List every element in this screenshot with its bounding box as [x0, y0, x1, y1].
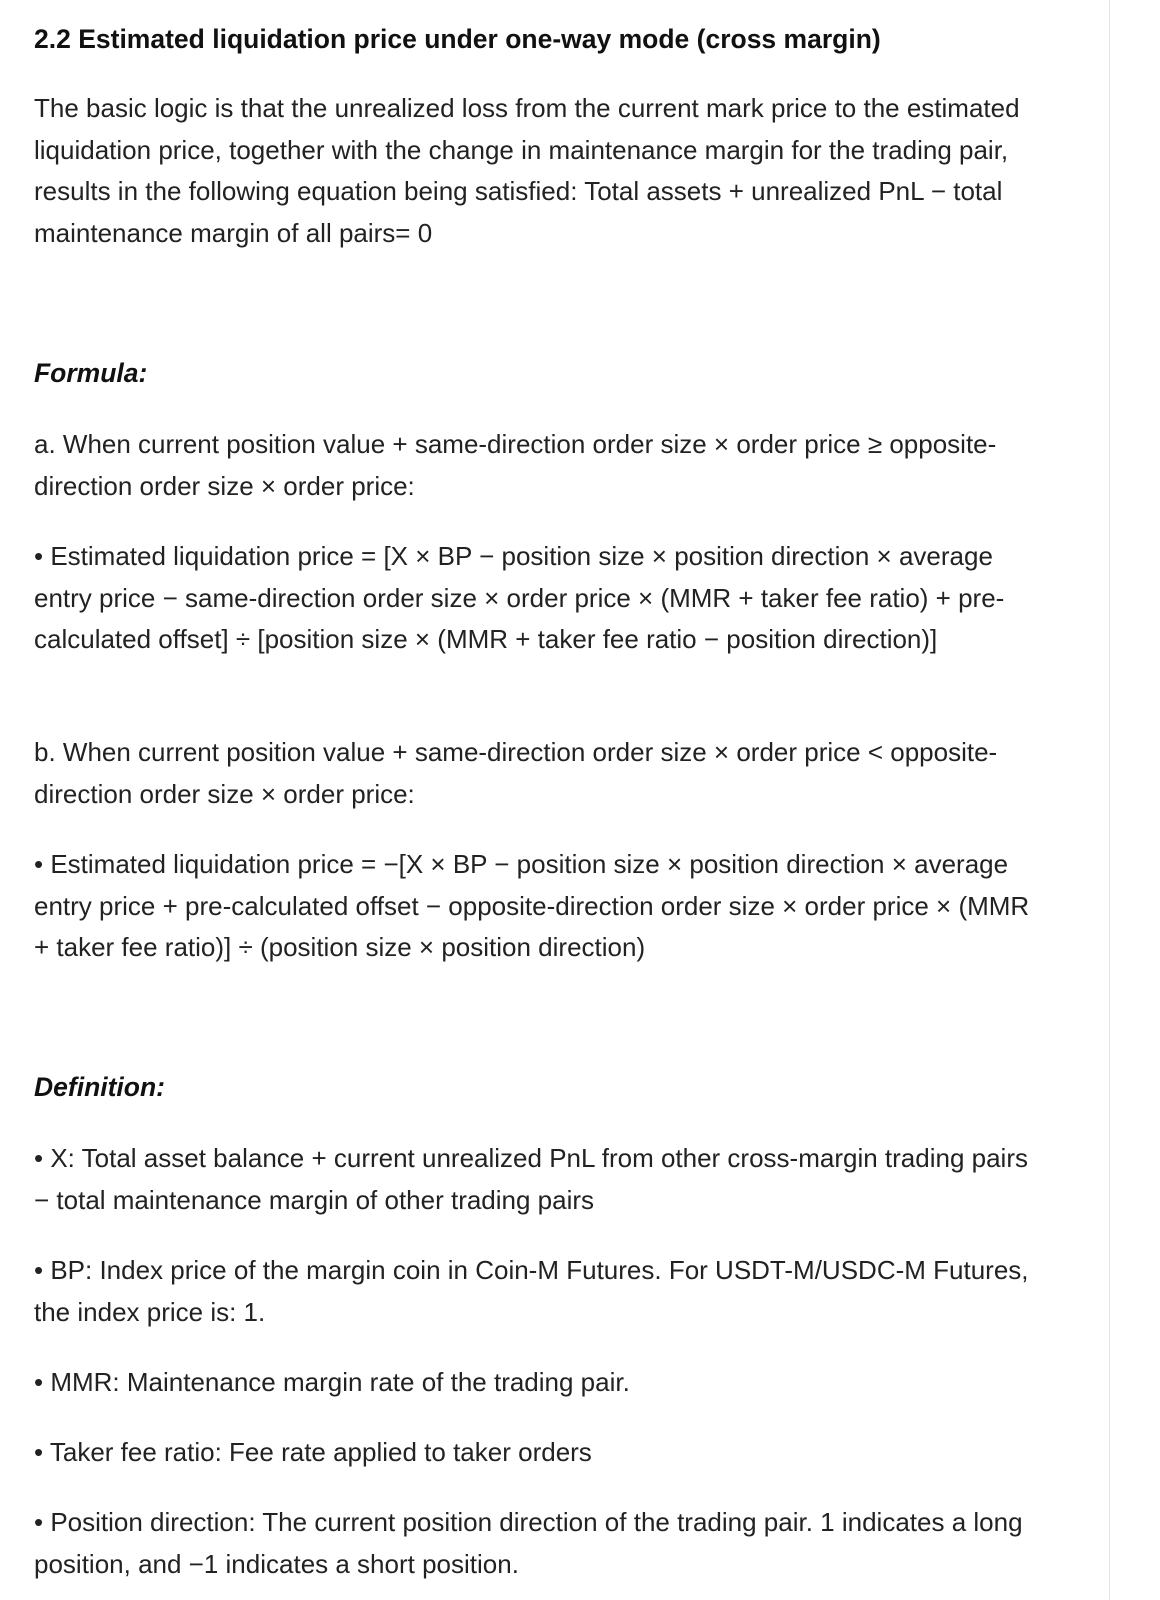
formula-label: Formula: — [34, 358, 148, 388]
formula-case-a-bullet: • Estimated liquidation price = [X × BP − position size × position direction × average entry price − same-direction order size × order price × (MMR + taker fee ratio) + pre-calculated offset] ÷ [position size × (MMR + taker fee ratio − position direction)] — [34, 541, 1005, 654]
formula-case-b: b. When current position value + same-direction order size × order price < opposite-direction order size × order price: — [34, 737, 998, 809]
definition-item-taker-fee: • Taker fee ratio: Fee rate applied to taker orders — [34, 1437, 592, 1467]
right-divider — [1109, 0, 1110, 1600]
definition-item-bp: • BP: Index price of the margin coin in Coin-M Futures. For USDT-M/USDC-M Futures, the index price is: 1. — [34, 1255, 1029, 1327]
formula-case-a: a. When current position value + same-direction order size × order price ≥ opposite-direction order size × order price: — [34, 429, 997, 501]
definition-label: Definition: — [34, 1072, 165, 1102]
section-title: 2.2 Estimated liquidation price under one-way mode (cross margin) — [34, 24, 881, 54]
definition-item-mmr: • MMR: Maintenance margin rate of the trading pair. — [34, 1367, 630, 1397]
formula-case-b-bullet: • Estimated liquidation price = −[X × BP − position size × position direction × average entry price + pre-calculated offset − opposite-direction order size × order price × (MMR + taker fee ratio)] ÷ (position size × position direction) — [34, 849, 1030, 962]
definition-item-position-direction: • Position direction: The current position direction of the trading pair. 1 indicates a long position, and −1 indicates a short position. — [34, 1507, 1023, 1579]
definition-item-x: • X: Total asset balance + current unrealized PnL from other cross-margin trading pairs − total maintenance margin of other trading pairs — [34, 1143, 1028, 1215]
intro-paragraph: The basic logic is that the unrealized loss from the current mark price to the estimated liquidation price, together with the change in maintenance margin for the trading pair, results in the following equation being satisfied: Total assets + unrealized PnL − total maintenance margin of all pairs= 0 — [34, 93, 1020, 248]
